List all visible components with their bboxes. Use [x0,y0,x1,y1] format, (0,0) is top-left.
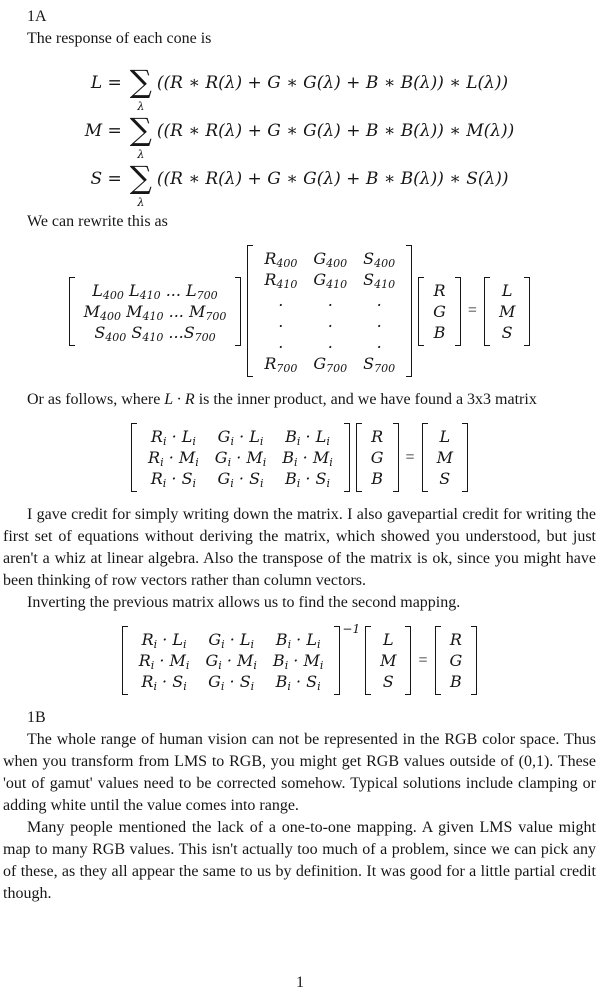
vector-cell: R [449,630,462,649]
bracket-right [235,277,241,346]
matrix-cell: $R_{410}$ [264,270,298,291]
page-number: 1 [296,974,304,991]
matrix-cell: $G_{700}$ [313,354,348,375]
matrix-cell: $G_{400}$ [313,249,348,270]
sigma-glyph: ∑ [129,160,152,196]
summation-index: λ [137,196,145,209]
equation-cone-l [3,64,596,113]
matrix-cell: $G_i \cdot S_i$ [217,469,264,490]
equation-body: ((R ∗ R(λ) + G ∗ G(λ) + B ∗ B(λ)) ∗ S(λ)) [156,168,509,189]
rgb-vector [356,423,399,492]
matrix-cell: . [376,291,382,310]
vector-cell: G [449,651,463,670]
bracket-right [405,626,411,695]
matrix-cell: . [327,291,333,310]
summation-symbol [129,160,152,209]
matrix-cell: $G_i \cdot L_i$ [208,630,255,651]
equals-sign: = [405,448,415,466]
equation-cone-s [3,160,596,209]
equation-body: ((R ∗ R(λ) + G ∗ G(λ) + B ∗ B(λ)) ∗ M(λ)) [156,120,515,141]
gamut-paragraph: The whole range of human vision can not be represented in the RGB color space. Thus when you transform from LMS to RGB, you might get RGB values outside of (0,1). These 'out of gamut' values need to be corrected somehow. Typical solutions include clamping or adding white until the value comes into range. [3,731,596,814]
equation-lms-spectra-matrix [3,245,596,377]
matrix-cell: $B_i \cdot M_i$ [282,448,333,469]
matrix-cell: . [278,333,284,352]
spectra-matrix [247,245,412,377]
vector-cell: G [433,301,446,321]
bracket-right [393,423,399,492]
lms-vector [422,423,468,492]
vector-cell: L [501,280,513,300]
summation-symbol [129,112,152,161]
inner-product-matrix [131,423,350,492]
equation-lhs: L = [90,72,122,93]
matrix-row: $L_{400}$ $L_{410}$ ... $L_{700}$ [92,280,218,302]
bracket-right [406,245,412,377]
matrix-cell: $R_i \cdot L_i$ [150,427,196,448]
matrix-cell: . [278,291,284,310]
sigma-glyph: ∑ [129,112,152,148]
inverse-exponent: −1 [342,622,361,636]
matrix-cell: $R_{400}$ [264,249,298,270]
rgb-vector [435,626,478,695]
lms-vector [484,277,530,346]
summation-index: λ [137,148,145,161]
vector-cell: G [370,448,384,467]
sigma-glyph: ∑ [129,64,152,100]
intro-paragraph: The response of each cone is [27,30,212,47]
credit-paragraph: I gave credit for simply writing down the matrix. I also gavepartial credit for writing the first set of equations without deriving the matrix, which showed you understood, but just aren't a whiz at linear algebra. Also the transpose of the matrix is ok, since you might have been thinking of row vectors rather than column vectors. [3,506,596,589]
section-1a-label: 1A [27,8,47,25]
equation-inner-product-matrix [3,423,596,492]
equation-inverse-mapping [3,622,596,695]
matrix-cell: $R_{700}$ [264,354,298,375]
matrix-cell: $R_i \cdot M_i$ [148,448,199,469]
matrix-cell: $G_i \cdot M_i$ [214,448,267,469]
equation-body: ((R ∗ R(λ) + G ∗ G(λ) + B ∗ B(λ)) ∗ L(λ)) [156,72,509,93]
matrix-cell: . [376,312,382,331]
matrix-row: $S_{400}$ $S_{410}$ $...S_{700}$ [94,322,216,344]
bracket-right [471,626,477,695]
matrix-cell: . [327,333,333,352]
bracket-right [334,626,340,695]
equals-sign: = [418,651,428,669]
matrix-cell: $G_i \cdot S_i$ [208,672,255,693]
summation-index: λ [137,100,145,113]
matrix-row: $M_{400}$ $M_{410}$ ... $M_{700}$ [83,301,227,323]
lms-vector [365,626,411,695]
matrix-cell: $B_i \cdot L_i$ [285,427,330,448]
matrix-cell: $S_{400}$ [363,249,396,270]
vector-cell: B [371,469,384,488]
lms-responses-matrix [69,277,242,346]
matrix-cell: . [278,312,284,331]
matrix-cell: $S_{410}$ [363,270,396,291]
vector-cell: M [436,448,453,467]
rgb-vector [418,277,461,346]
vector-cell: M [380,651,397,670]
vector-cell: S [501,322,513,342]
equation-cone-m [3,112,596,161]
vector-cell: L [439,427,451,446]
bracket-right [462,423,468,492]
mapping-paragraph: Many people mentioned the lack of a one-to-one mapping. A given LMS value might map to many RGB values. This isn't actually too much of a problem, since we can pick any of these, as they all appear the same to us by definition. It was good for a little partial credit though. [3,819,596,902]
matrix-cell: $B_i \cdot L_i$ [275,630,321,651]
matrix-cell: $B_i \cdot M_i$ [272,651,324,672]
equals-sign: = [467,302,477,319]
or-as-follows-paragraph: Or as follows, where L · R is the inner product, and we have found a 3x3 matrix [27,391,537,408]
matrix-cell: $R_i \cdot S_i$ [141,672,187,693]
rewrite-paragraph: We can rewrite this as [27,213,168,230]
equation-lhs: S = [90,168,122,189]
bracket-right [344,423,350,492]
summation-symbol [129,64,152,113]
bracket-right [524,277,530,346]
matrix-cell: $S_{700}$ [363,354,396,375]
matrix-cell: $G_{410}$ [313,270,348,291]
matrix-cell: $B_i \cdot S_i$ [284,469,331,490]
vector-cell: M [498,301,516,321]
bracket-right [455,277,461,346]
vector-cell: S [439,469,451,488]
vector-cell: B [433,322,446,342]
matrix-cell: $G_i \cdot L_i$ [217,427,264,448]
vector-cell: B [450,672,462,691]
matrix-cell: $R_i \cdot L_i$ [141,630,187,651]
matrix-cell: $G_i \cdot M_i$ [205,651,257,672]
matrix-cell: $R_i \cdot M_i$ [138,651,190,672]
matrix-cell: . [327,312,333,331]
vector-cell: L [382,630,394,649]
matrix-cell: . [376,333,382,352]
inverting-paragraph: Inverting the previous matrix allows us to find the second mapping. [27,594,461,611]
inner-product-matrix [122,622,365,695]
vector-cell: S [382,672,394,691]
vector-cell: R [433,280,446,300]
vector-cell: R [371,427,384,446]
section-1b-label: 1B [27,709,46,726]
matrix-cell: $B_i \cdot S_i$ [275,672,321,693]
matrix-cell: $R_i \cdot S_i$ [150,469,197,490]
equation-lhs: M = [84,120,122,141]
